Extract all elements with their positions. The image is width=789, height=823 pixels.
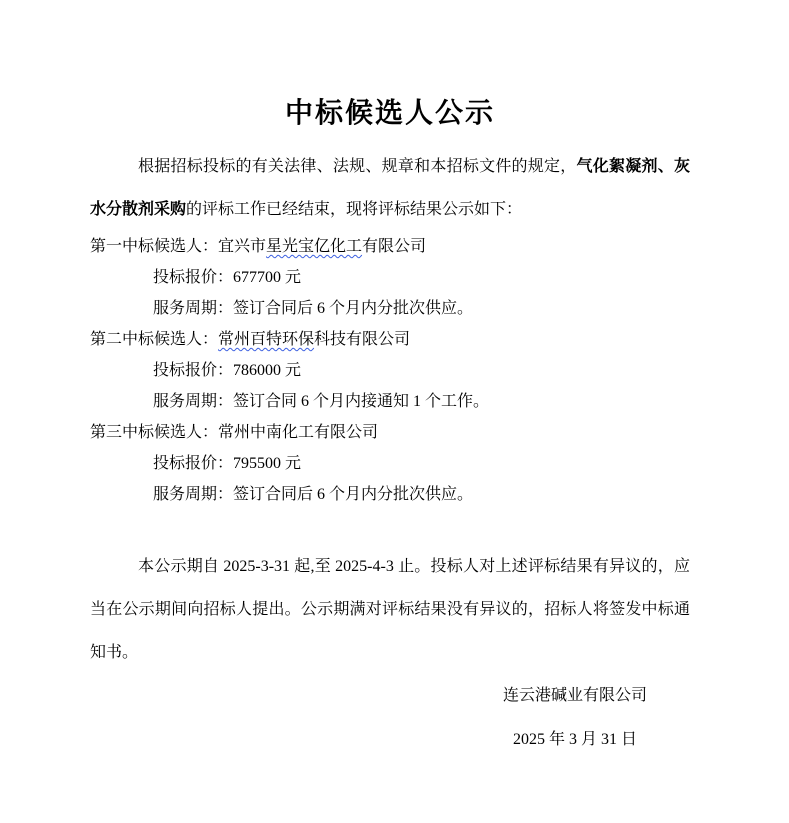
candidate-2-price-value: 786000 元 [233, 362, 302, 379]
candidate-3-price-label: 投标报价： [153, 455, 234, 472]
candidate-1-period-value: 签订合同后 6 个月内分批次供应。 [233, 300, 474, 317]
closing-paragraph: 本公示期自 2025-3-31 起,至 2025-4-3 止。投标人对上述评标结果有异议的，应当在公示期间向招标人提出。公示期满对评标结果没有异议的，招标人将签发中标通知书。 [90, 558, 690, 661]
candidate-2-company-spellcheck-underline: 常州百特环保 [218, 331, 315, 348]
candidate-1-company-spellcheck-underline: 星光宝亿化工 [266, 238, 363, 255]
candidate-2-price-label: 投标报价： [153, 362, 234, 379]
candidate-1-rank-line [90, 231, 690, 262]
candidate-2-period-value: 签订合同 6 个月内接通知 1 个工作。 [233, 393, 490, 410]
candidate-list [90, 231, 690, 510]
candidate-entry-1 [90, 231, 690, 324]
issuer-company-name: 连云港碱业有限公司 [502, 687, 647, 704]
procurement-subject-bold: 气化絮凝剂、灰水分散剂采购 [90, 158, 690, 218]
candidate-2-price-line [90, 355, 690, 386]
candidate-1-company-suffix: 有限公司 [362, 238, 427, 255]
candidate-3-period-value: 签订合同后 6 个月内分批次供应。 [233, 486, 474, 503]
candidate-2-period-label: 服务周期： [153, 393, 234, 410]
issue-date: 2025 年 3 月 31 日 [512, 731, 637, 748]
intro-text-before: 根据招标投标的有关法律、法规、规章和本招标文件的规定， [138, 158, 577, 175]
candidate-2-company-suffix: 科技有限公司 [314, 331, 411, 348]
candidate-3-price-line [90, 448, 690, 479]
candidate-3-price-value: 795500 元 [233, 455, 302, 472]
candidate-entry-2 [90, 324, 690, 417]
candidate-1-price-line [90, 262, 690, 293]
intro-paragraph [90, 145, 690, 231]
candidate-1-price-label: 投标报价： [153, 269, 234, 286]
candidate-3-period-label: 服务周期： [153, 486, 234, 503]
candidate-1-rank-label: 第一中标候选人： [90, 238, 219, 255]
page-title: 中标候选人公示 [284, 98, 495, 129]
candidate-3-company-prefix: 常州中南化工有限公司 [218, 424, 379, 441]
candidate-1-period-label: 服务周期： [153, 300, 234, 317]
candidate-2-rank-line [90, 324, 690, 355]
candidate-3-rank-line [90, 417, 690, 448]
candidate-entry-3 [90, 417, 690, 510]
candidate-3-period-line [90, 479, 690, 510]
candidate-2-rank-label: 第二中标候选人： [90, 331, 219, 348]
candidate-3-rank-label: 第三中标候选人： [90, 424, 219, 441]
candidate-3-company-name [218, 424, 378, 441]
signature-block [460, 674, 690, 762]
intro-text-after: 的评标工作已经结束，现将评标结果公示如下： [186, 201, 523, 218]
candidate-1-company-name [218, 238, 426, 255]
candidate-2-company-name [218, 331, 410, 348]
candidate-1-company-prefix: 宜兴市 [218, 238, 267, 255]
candidate-1-period-line [90, 293, 690, 324]
candidate-2-period-line [90, 386, 690, 417]
candidate-1-price-value: 677700 元 [233, 269, 302, 286]
